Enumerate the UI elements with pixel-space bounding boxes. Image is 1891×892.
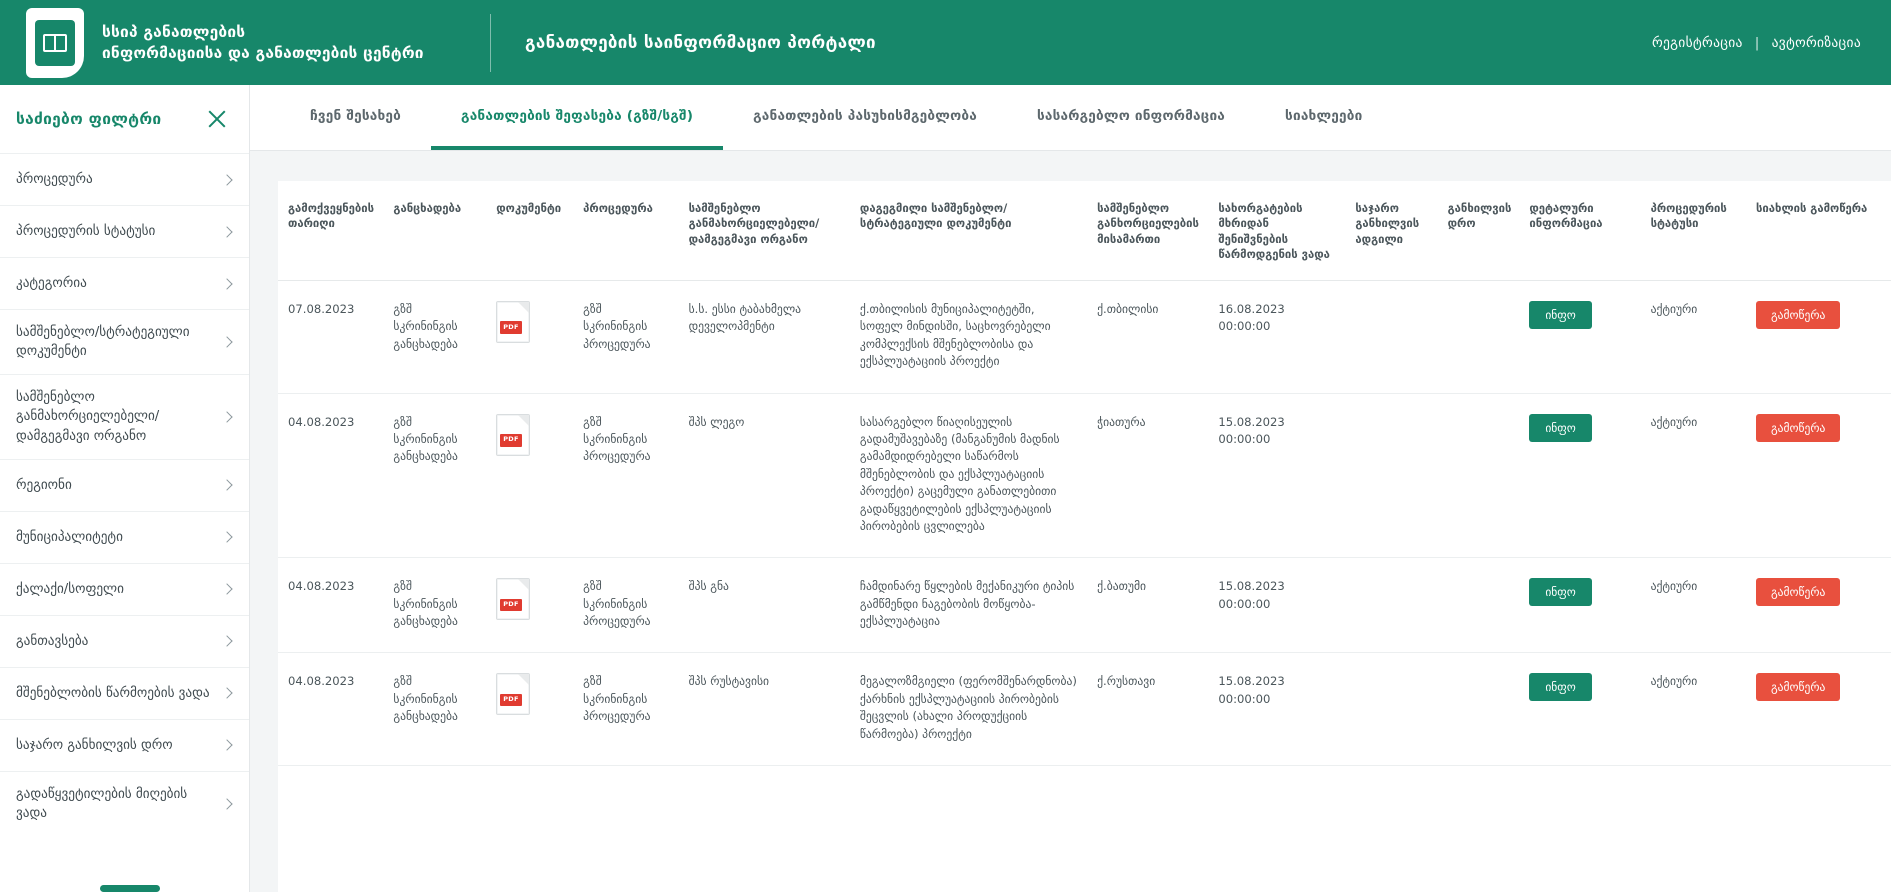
tab-label: სიახლეები: [1285, 107, 1363, 124]
cell-detailed-info: [1519, 281, 1640, 394]
subscribe-button[interactable]: გამოწერა: [1756, 301, 1840, 329]
cell-detailed-info: [1519, 393, 1640, 558]
sidebar-item-municipality[interactable]: [0, 511, 249, 563]
chevron-right-icon: [221, 636, 232, 647]
col-hearing-time[interactable]: განხილვის დრო: [1438, 181, 1520, 281]
main-content: [250, 85, 1891, 892]
sidebar-item-region[interactable]: [0, 459, 249, 511]
tab-about-us[interactable]: [280, 85, 431, 150]
sidebar-item-construction-term[interactable]: [0, 667, 249, 719]
sidebar-item-label: მშენებლობის წარმოების ვადა: [16, 685, 210, 701]
pdf-badge-label: PDF: [500, 434, 522, 447]
cell-procedure-status: [1641, 558, 1746, 653]
filter-header: [0, 85, 249, 153]
cell-comment-deadline: 16.08.2023 00:00:00: [1208, 281, 1345, 394]
col-implementing-organ[interactable]: სამშენებლო განმახორციელებელი/ დამგეგმავი ორგანო: [679, 181, 850, 281]
sidebar-item-decision-term[interactable]: [0, 771, 249, 836]
sidebar-item-label: პროცედურის სტატუსი: [16, 223, 156, 239]
chevron-right-icon: [221, 584, 232, 595]
cell-hearing-place: [1345, 558, 1437, 653]
cell-procedure-status: [1641, 281, 1746, 394]
cell-subscribe: [1746, 393, 1891, 558]
cell-hearing-time: [1438, 393, 1520, 558]
sidebar-item-label: რეგიონი: [16, 477, 72, 493]
sidebar-item-label: ქალაქი/სოფელი: [16, 581, 124, 597]
cell-implementing-organ: შპს ლეგო: [679, 393, 850, 558]
status-badge: აქტიური: [1650, 674, 1698, 689]
portal-title: განათლების საინფორმაციო პორტალი: [525, 32, 876, 53]
sidebar-item-label: საჯარო განხილვის დრო: [16, 737, 173, 753]
results-table-card: [278, 181, 1891, 892]
cell-hearing-time: [1438, 281, 1520, 394]
cell-comment-deadline: 15.08.2023 00:00:00: [1208, 393, 1345, 558]
register-link[interactable]: რეგისტრაცია: [1651, 34, 1743, 51]
chevron-right-icon: [221, 336, 232, 347]
chevron-right-icon: [221, 278, 232, 289]
results-table: [278, 181, 1891, 766]
chevron-right-icon: [221, 411, 232, 422]
pdf-file-icon[interactable]: [496, 578, 530, 620]
logo-and-org[interactable]: [0, 8, 490, 78]
cell-address: ჭიათურა: [1087, 393, 1208, 558]
cell-procedure-status: [1641, 653, 1746, 766]
sidebar-item-label: სამშენებლო განმახორციელებელი/დამგეგმავი ორგანო: [16, 390, 160, 444]
sidebar-item-placement[interactable]: [0, 615, 249, 667]
cell-hearing-place: [1345, 653, 1437, 766]
info-button[interactable]: ინფო: [1529, 673, 1592, 701]
tab-label: სასარგებლო ინფორმაცია: [1036, 107, 1226, 124]
info-button[interactable]: ინფო: [1529, 578, 1592, 606]
col-subscribe[interactable]: სიახლის გამოწერა: [1746, 181, 1891, 281]
sidebar-item-label: განთავსება: [16, 633, 89, 649]
sidebar-item-category[interactable]: [0, 257, 249, 309]
chevron-right-icon: [221, 740, 232, 751]
cell-subscribe: [1746, 558, 1891, 653]
col-document[interactable]: დოკუმენტი: [486, 181, 573, 281]
cell-statement: გზშ სკრინინგის განცხადება: [383, 393, 486, 558]
cell-detailed-info: [1519, 558, 1640, 653]
table-row: [278, 281, 1891, 394]
cell-comment-deadline: 15.08.2023 00:00:00: [1208, 558, 1345, 653]
sidebar-item-procedure[interactable]: [0, 153, 249, 205]
cell-implementing-organ: ს.ს. ესსი ტაბახმელა დეველოპმენტი: [679, 281, 850, 394]
organization-name-line2: ინფორმაციისა და განათლების ცენტრი: [102, 43, 424, 62]
cell-document: [486, 393, 573, 558]
tab-environmental-assessment[interactable]: [431, 85, 723, 150]
cell-detailed-info: [1519, 653, 1640, 766]
cell-implementing-organ: შპს გნა: [679, 558, 850, 653]
cell-hearing-place: [1345, 393, 1437, 558]
organization-name: [102, 22, 424, 64]
cell-address: ქ.ბათუმი: [1087, 558, 1208, 653]
tab-environmental-responsibility[interactable]: [723, 85, 1007, 150]
pdf-file-icon[interactable]: [496, 673, 530, 715]
cell-procedure-status: [1641, 393, 1746, 558]
cell-hearing-time: [1438, 653, 1520, 766]
cell-address: ქ.თბილისი: [1087, 281, 1208, 394]
status-badge: აქტიური: [1650, 414, 1698, 429]
cell-comment-deadline: 15.08.2023 00:00:00: [1208, 653, 1345, 766]
cell-publish-date: 04.08.2023: [278, 393, 383, 558]
table-row: [278, 558, 1891, 653]
cell-hearing-place: [1345, 281, 1437, 394]
top-header-bar: [0, 0, 1891, 85]
cell-hearing-time: [1438, 558, 1520, 653]
filter-title: საძიებო ფილტრი: [16, 110, 162, 128]
cell-procedure: გზშ სკრინინგის პროცედურა: [573, 558, 678, 653]
cell-document: [486, 653, 573, 766]
chevron-right-icon: [221, 174, 232, 185]
cell-planned-document: ქ.თბილისის მუნიციპალიტეტში, სოფელ მინდისში, საცხოვრებელი კომპლექსის მშენებლობისა და ექსპლუატაციის პროექტი: [850, 281, 1087, 394]
cell-address: ქ.რუსთავი: [1087, 653, 1208, 766]
col-procedure-status[interactable]: პროცედურის სტატუსი: [1641, 181, 1746, 281]
status-badge: აქტიური: [1650, 302, 1698, 316]
sidebar-scrollbar-thumb[interactable]: [100, 885, 160, 892]
cell-subscribe: [1746, 653, 1891, 766]
tab-useful-information[interactable]: [1007, 85, 1255, 150]
tab-label: განათლების პასუხისმგებლობა: [753, 107, 977, 124]
chevron-right-icon: [221, 226, 232, 237]
pdf-file-icon[interactable]: [496, 301, 530, 343]
cell-document: [486, 558, 573, 653]
col-detailed-info[interactable]: დეტალური ინფორმაცია: [1519, 181, 1640, 281]
sidebar-item-label: კატეგორია: [16, 275, 87, 291]
cell-planned-document: სასარგებლო წიაღისეულის გადამუშავებაზე (მანგანუმის მადნის გამამდიდრებელი საწარმოს მშენებლობის და ექსპლუატაციის პროექტი) გაცემული განათლებითი გადაწყვეტილების ექსპლუატაციის პირობების ცვლილება: [850, 393, 1087, 558]
subscribe-button[interactable]: გამოწერა: [1756, 578, 1840, 606]
chevron-right-icon: [221, 532, 232, 543]
cell-statement: გზშ სკრინინგის განცხადება: [383, 653, 486, 766]
chevron-right-icon: [221, 480, 232, 491]
cell-planned-document: მეგალოზმგიელი (ფერომშენარდნობა) ქარხნის ექსპლუატაციის პირობების შეცვლის (ახალი პროდუქციის წარმოება) პროექტი: [850, 653, 1087, 766]
cell-publish-date: 04.08.2023: [278, 653, 383, 766]
sidebar-item-implementing-organ[interactable]: [0, 374, 249, 458]
tab-news[interactable]: [1255, 85, 1392, 150]
sidebar-item-city-village[interactable]: [0, 563, 249, 615]
pdf-file-icon[interactable]: [496, 414, 530, 456]
page-body: [0, 85, 1891, 892]
cell-publish-date: 07.08.2023: [278, 281, 383, 394]
organization-name-line1: სსიპ განათლების: [102, 22, 246, 41]
cell-publish-date: 04.08.2023: [278, 558, 383, 653]
subscribe-button[interactable]: გამოწერა: [1756, 673, 1840, 701]
col-planned-document[interactable]: დაგეგმილი სამშენებლო/ სტრატეგიული დოკუმენტი: [850, 181, 1087, 281]
col-address[interactable]: სამშენებლო განხორციელების მისამართი: [1087, 181, 1208, 281]
pdf-badge-label: PDF: [500, 321, 522, 334]
info-button[interactable]: ინფო: [1529, 301, 1592, 329]
cell-procedure: გზშ სკრინინგის პროცედურა: [573, 653, 678, 766]
sidebar-item-label: გადაწყვეტილების მიღების ვადა: [16, 786, 188, 821]
col-statement[interactable]: განცხადება: [383, 181, 486, 281]
cell-document: [486, 281, 573, 394]
cell-procedure: გზშ სკრინინგის პროცედურა: [573, 281, 678, 394]
sidebar-item-public-hearing-time[interactable]: [0, 719, 249, 771]
search-filter-sidebar: [0, 85, 250, 892]
main-tabs: [250, 85, 1891, 151]
authorize-link[interactable]: ავტორიზაცია: [1771, 34, 1861, 51]
col-comment-deadline[interactable]: სახორგატების მხრიდან შენიშვნების წარმოდგენის ვადა: [1208, 181, 1345, 281]
close-icon[interactable]: [205, 107, 229, 131]
cell-planned-document: ჩამდინარე წყლების მექანიკური ტიპის გამწმენდი ნაგებობის მოწყობა-ექსპლუატაცია: [850, 558, 1087, 653]
cell-subscribe: [1746, 281, 1891, 394]
info-button[interactable]: ინფო: [1529, 414, 1592, 442]
sidebar-item-construction-document[interactable]: [0, 309, 249, 374]
col-hearing-place[interactable]: საჯარო განხილვის ადგილი: [1345, 181, 1437, 281]
table-header-row: [278, 181, 1891, 281]
cell-statement: გზშ სკრინინგის განცხადება: [383, 281, 486, 394]
sidebar-item-label: სამშენებლო/სტრატეგიული დოკუმენტი: [16, 325, 190, 360]
pdf-badge-label: PDF: [500, 694, 522, 707]
col-publish-date[interactable]: გამოქვეყნების თარიღი: [278, 181, 383, 281]
sidebar-item-procedure-status[interactable]: [0, 205, 249, 257]
cell-statement: გზშ სკრინინგის განცხადება: [383, 558, 486, 653]
table-row: [278, 653, 1891, 766]
header-auth-links: [1652, 35, 1861, 51]
tab-label: ჩვენ შესახებ: [310, 107, 402, 124]
status-badge: აქტიური: [1650, 579, 1698, 594]
subscribe-button[interactable]: გამოწერა: [1756, 414, 1840, 442]
chevron-right-icon: [221, 798, 232, 809]
cell-implementing-organ: შპს რუსტავისი: [679, 653, 850, 766]
col-procedure[interactable]: პროცედურა: [573, 181, 678, 281]
cell-procedure: გზშ სკრინინგის პროცედურა: [573, 393, 678, 558]
education-center-logo-icon: [26, 8, 84, 78]
tab-label: განათლების შეფასება (გზშ/სგშ): [461, 107, 694, 124]
sidebar-item-label: მუნიციპალიტეტი: [16, 529, 123, 545]
chevron-right-icon: [221, 688, 232, 699]
pdf-badge-label: PDF: [500, 599, 522, 612]
auth-links-divider: |: [1754, 34, 1760, 51]
header-divider: [490, 14, 491, 72]
table-region: [250, 151, 1891, 892]
table-row: [278, 393, 1891, 558]
sidebar-item-label: პროცედურა: [16, 171, 93, 187]
